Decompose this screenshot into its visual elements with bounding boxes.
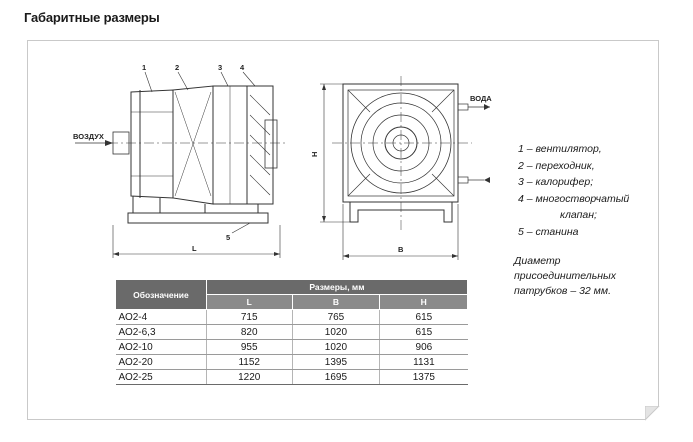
table-row: АО2-6,3 820 1020 615 [116, 325, 468, 340]
dimension-L: L [192, 244, 197, 253]
stand-frame [128, 213, 268, 223]
legend-item: 2 – переходник, [518, 159, 595, 172]
legend [518, 141, 629, 240]
page-title: Габаритные размеры [24, 10, 160, 25]
column-header-B: B [292, 295, 380, 310]
legend-item: 5 – станина [518, 225, 579, 238]
legend-item: 1 – вентилятор, [518, 143, 602, 155]
pipe-diameter-note: Диаметр присоединительных патрубков – 32 мм. [514, 255, 616, 297]
callout-1: 1 [142, 63, 147, 72]
callout-4: 4 [240, 63, 245, 72]
legend-item: клапан; [560, 209, 597, 221]
air-label: ВОЗДУХ [73, 132, 104, 141]
column-header-H: H [380, 295, 468, 310]
dimension-B: B [398, 245, 404, 254]
fan-housing [131, 90, 173, 198]
callout-3: 3 [218, 63, 223, 72]
callout-2: 2 [175, 63, 180, 72]
legend-item: 4 – многостворчатый [518, 192, 630, 205]
table-row: АО2-25 1220 1695 1375 [116, 370, 468, 385]
table-row: АО2-20 1152 1395 1131 [116, 355, 468, 370]
water-label: ВОДА [470, 94, 492, 103]
column-header-designation: Обозначение [116, 280, 207, 310]
column-group-dimensions: Размеры, мм [206, 280, 467, 295]
legend-item: 3 – калорифер; [518, 176, 594, 188]
dimensions-table [115, 279, 468, 385]
column-header-L: L [206, 295, 292, 310]
dimension-H: H [310, 151, 319, 157]
table-row: АО2-10 955 1020 906 [116, 340, 468, 355]
table-row: АО2-4 715 765 615 [116, 310, 468, 325]
callout-5: 5 [226, 233, 231, 242]
